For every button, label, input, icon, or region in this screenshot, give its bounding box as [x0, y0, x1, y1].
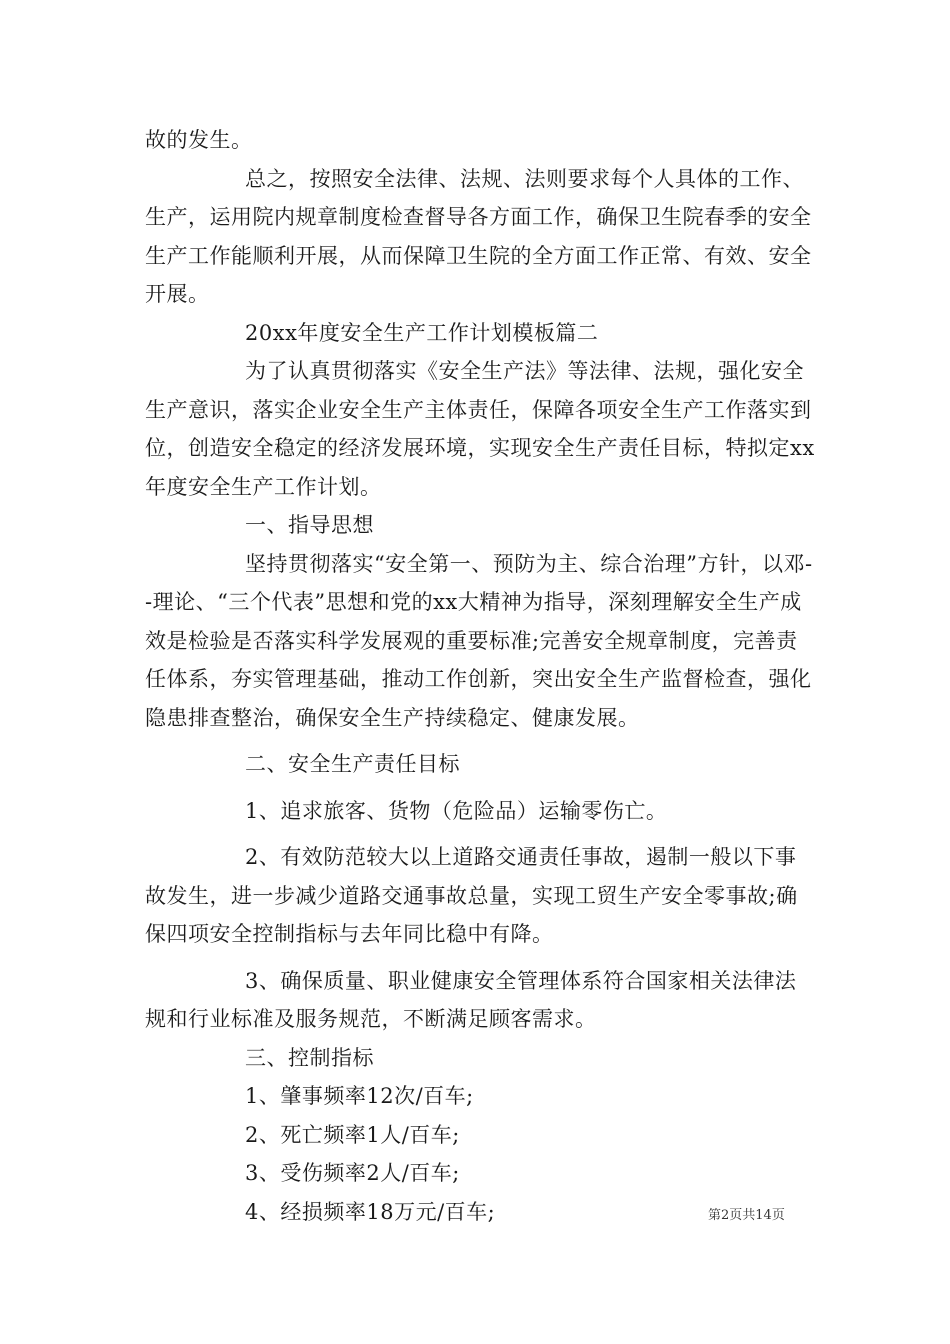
paragraph-intro: 为了认真贯彻落实《安全生产法》等法律、法规，强化安全生产意识，落实企业安全生产主体责任，保障各项安全生产工作落实到位，创造安全稳定的经济发展环境，实现安全生产责任目标，特拟定xx年度安全生产工作计划。 — [145, 359, 815, 499]
paragraph-summary: 总之，按照安全法律、法规、法则要求每个人具体的工作、生产，运用院内规章制度检查督导各方面工作，确保卫生院春季的安全生产工作能顺利开展，从而保障卫生院的全方面工作正常、有效、安全开展。 — [145, 166, 812, 306]
list-item-indicator-1: 1、肇事频率12次/百车; — [245, 1084, 474, 1108]
section-heading-template-two: 20xx年度安全生产工作计划模板篇二 — [245, 320, 599, 345]
list-item-indicator-4: 4、经损频率18万元/百车; — [245, 1199, 496, 1224]
paragraph-continuation: 故的发生。 — [145, 128, 253, 152]
page-number-footer: 第2页共14页 — [708, 1208, 785, 1223]
list-item-goal-3: 3、确保质量、职业健康安全管理体系符合国家相关法律法规和行业标准及服务规范，不断满足顾客需求。 — [145, 968, 797, 1031]
heading-guiding-ideology: 一、指导思想 — [245, 513, 374, 537]
list-item-indicator-2: 2、死亡频率1人/百车; — [245, 1122, 460, 1147]
list-item-goal-2: 2、有效防范较大以上道路交通责任事故，遏制一般以下事故发生，进一步减少道路交通事故总量，实现工贸生产安全零事故;确保四项安全控制指标与去年同比稳中有降。 — [145, 845, 798, 946]
heading-safety-goals: 二、安全生产责任目标 — [245, 752, 460, 776]
list-item-indicator-3: 3、受伤频率2人/百车; — [245, 1161, 460, 1185]
paragraph-guiding-ideology: 坚持贯彻落实“安全第一、预防为主、综合治理”方针，以邓--理论、“三个代表”思想和党的xx大精神为指导，深刻理解安全生产成效是检验是否落实科学发展观的重要标准;完善安全规章制度，完善责任体系，夯实管理基础，推动工作创新，突出安全生产监督检查，强化隐患排查整治，确保安全生产持续稳定、健康发展。 — [145, 551, 813, 730]
list-item-goal-1: 1、追求旅客、货物（危险品）运输零伤亡。 — [245, 798, 668, 823]
document-body — [145, 121, 815, 1231]
heading-control-indicators: 三、控制指标 — [245, 1045, 374, 1070]
